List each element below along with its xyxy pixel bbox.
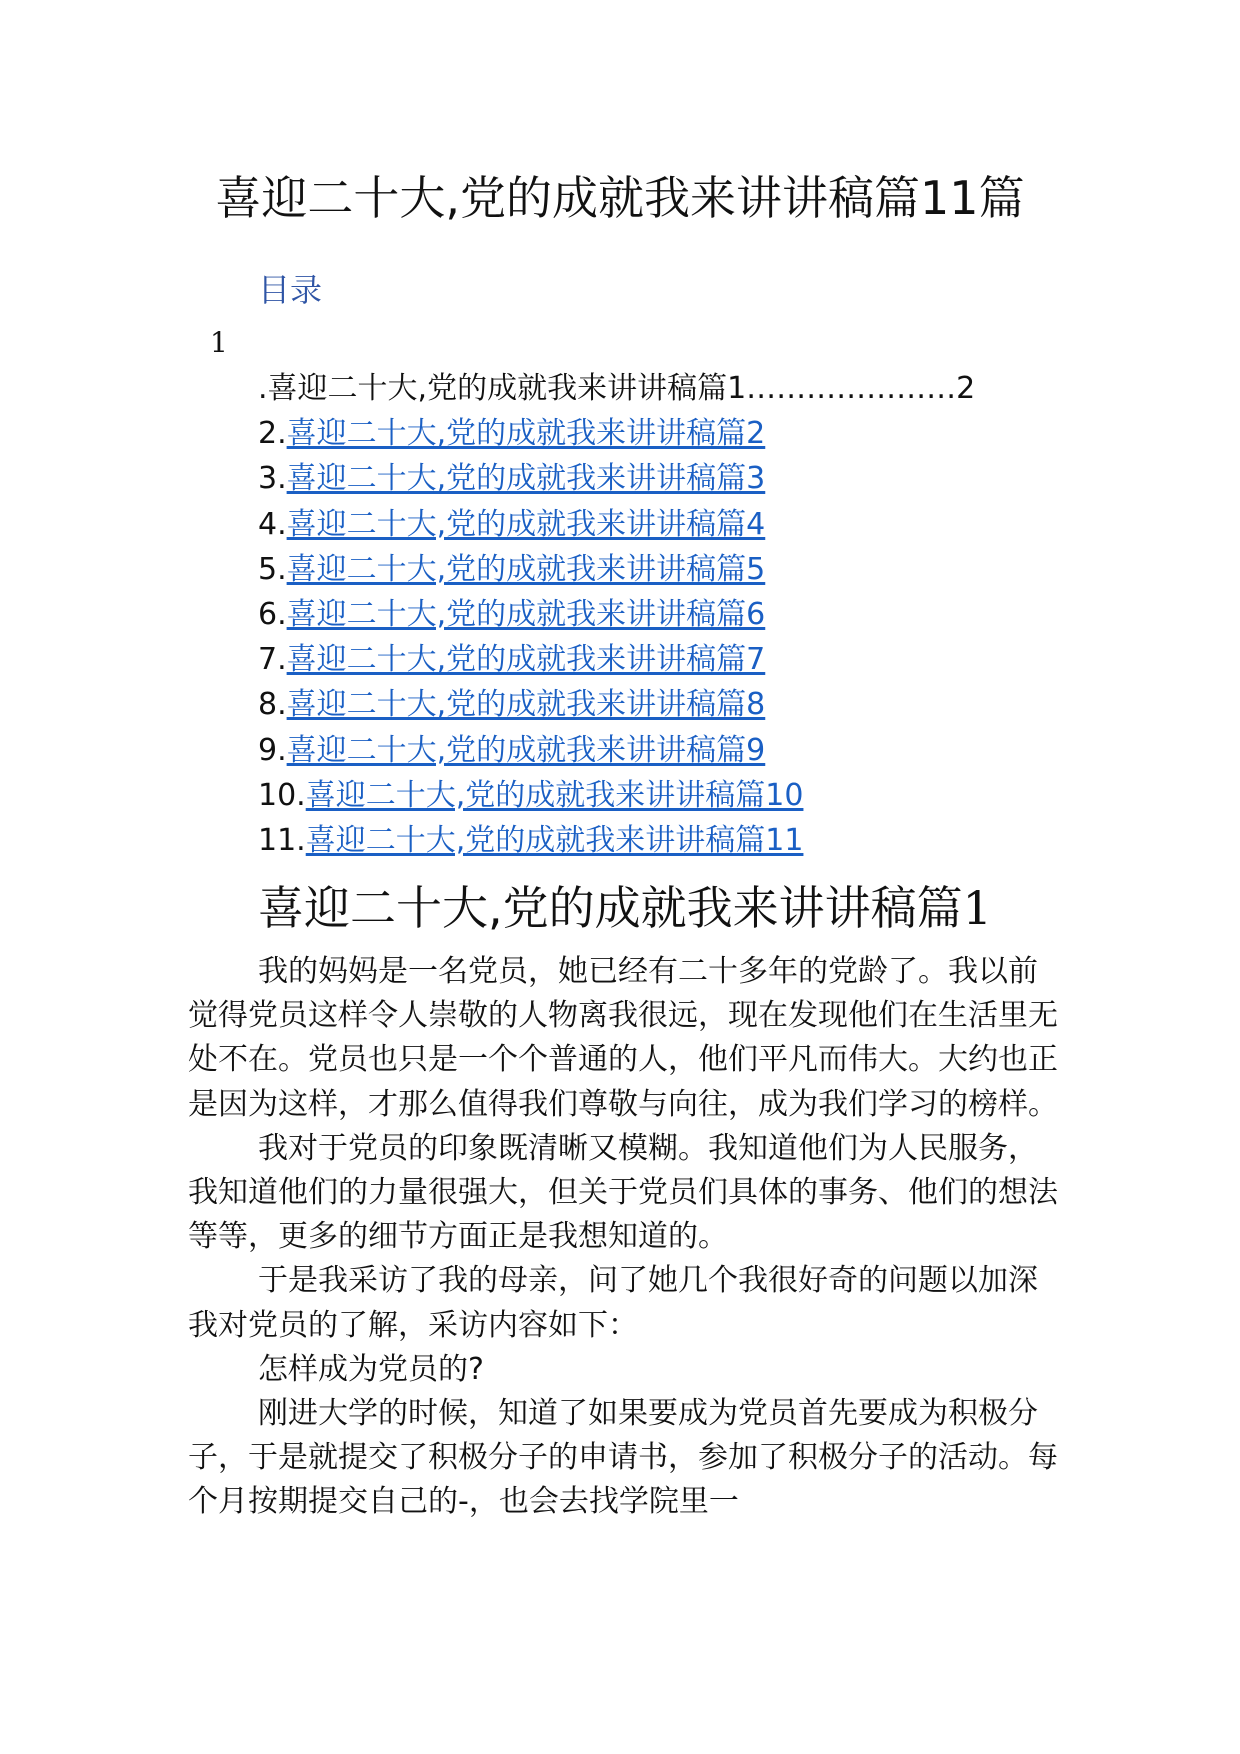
toc-entry-9[interactable] <box>258 728 975 773</box>
toc-entry-10[interactable] <box>258 773 975 818</box>
toc-entry-number: 3. <box>258 461 287 497</box>
toc-entry-link[interactable]: 喜迎二十大,党的成就我来讲讲稿篇9 <box>286 732 766 768</box>
body-paragraph: 刚进大学的时候，知道了如果要成为党员首先要成为积极分子，于是就提交了积极分子的申请书，参加了积极分子的活动。每个月按期提交自己的-，也会去找学院里一 <box>188 1396 1058 1520</box>
toc-entry-link[interactable]: 喜迎二十大,党的成就我来讲讲稿篇2 <box>286 416 766 452</box>
toc-entry-text[interactable]: 喜迎二十大,党的成就我来讲讲稿篇1 <box>267 371 747 406</box>
toc-heading[interactable]: 目录 <box>258 271 323 309</box>
toc-entry-number: 10. <box>258 777 306 813</box>
document-title: 喜迎二十大,党的成就我来讲讲稿篇11篇 <box>215 171 1025 225</box>
toc-entry-7[interactable] <box>258 637 975 682</box>
toc-entry-number: 9. <box>258 732 287 768</box>
toc-entry-2[interactable] <box>258 411 975 456</box>
section-heading-number: 1 <box>962 881 992 935</box>
toc-entry-3[interactable] <box>258 456 975 501</box>
toc-entry-number: 4. <box>258 506 287 542</box>
toc-entry-link[interactable]: 喜迎二十大,党的成就我来讲讲稿篇5 <box>286 551 766 587</box>
toc-entry-leader: ………………… <box>746 371 957 406</box>
toc-entry-link[interactable]: 喜迎二十大,党的成就我来讲讲稿篇11 <box>305 822 804 858</box>
toc-entry-number: 11. <box>258 822 306 858</box>
toc-entry-number: . <box>258 371 268 406</box>
toc-entry-11[interactable] <box>258 818 975 863</box>
toc-entry-link[interactable]: 喜迎二十大,党的成就我来讲讲稿篇3 <box>286 461 766 497</box>
toc-entry-number: 6. <box>258 596 287 632</box>
toc-entry-link[interactable]: 喜迎二十大,党的成就我来讲讲稿篇10 <box>305 777 804 813</box>
toc-entry-8[interactable] <box>258 682 975 727</box>
body-paragraph: 怎样成为党员的? <box>258 1351 484 1387</box>
toc-entry-number: 8. <box>258 687 287 723</box>
toc-entry-link[interactable]: 喜迎二十大,党的成就我来讲讲稿篇4 <box>286 506 766 542</box>
toc-entry-5[interactable] <box>258 547 975 592</box>
toc-entry-1[interactable] <box>258 366 975 411</box>
toc-entry-number: 5. <box>258 551 287 587</box>
section-heading <box>258 878 992 938</box>
toc-entry-link[interactable]: 喜迎二十大,党的成就我来讲讲稿篇8 <box>286 687 766 723</box>
body-paragraph: 于是我采访了我的母亲，问了她几个我很好奇的问题以加深我对党员的了解，采访内容如下： <box>188 1263 1038 1343</box>
toc-entry-page: 2 <box>956 371 976 406</box>
body-paragraph: 我的妈妈是一名党员，她已经有二十多年的党龄了。我以前觉得党员这样令人崇敬的人物离我很远，现在发现他们在生活里无处不在。党员也只是一个个普通的人，他们平凡而伟大。大约也正是因为这样，才那么值得我们尊敬与向往，成为我们学习的榜样。 <box>188 954 1058 1122</box>
toc-entry-link[interactable]: 喜迎二十大,党的成就我来讲讲稿篇7 <box>286 642 766 678</box>
table-of-contents <box>258 366 975 863</box>
section-body <box>188 950 1058 1525</box>
body-paragraph: 我对于党员的印象既清晰又模糊。我知道他们为人民服务，我知道他们的力量很强大，但关于党员们具体的事务、他们的想法等等，更多的细节方面正是我想知道的。 <box>188 1130 1058 1255</box>
toc-entry-4[interactable] <box>258 502 975 547</box>
toc-entry-6[interactable] <box>258 592 975 637</box>
toc-number-line: 1 <box>210 326 228 359</box>
toc-entry-number: 2. <box>258 416 287 452</box>
toc-entry-link[interactable]: 喜迎二十大,党的成就我来讲讲稿篇6 <box>286 596 766 632</box>
toc-entry-number: 7. <box>258 642 287 678</box>
section-heading-text: 喜迎二十大,党的成就我来讲讲稿篇 <box>258 881 963 935</box>
